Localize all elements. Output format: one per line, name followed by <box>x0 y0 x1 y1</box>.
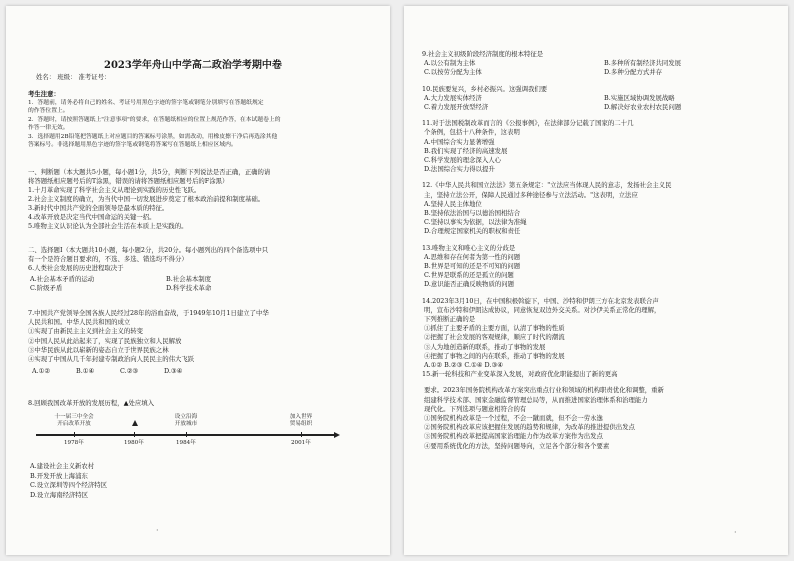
option-item: C.阶级矛盾 <box>30 284 63 292</box>
option-item: C.以按劳分配为主体 <box>424 68 482 77</box>
option-item: 主，坚持立法公开，保障人民通过多种途径参与立法活动。"这表明，立法应 <box>424 190 638 199</box>
page-mark: · <box>156 526 159 535</box>
right-page <box>404 6 788 555</box>
option-item: A.坚持人民主体地位 <box>424 199 482 208</box>
option-item: B.开发开放上海浦东 <box>30 471 88 480</box>
option-item: D.解决好农业农村农民问题 <box>604 103 682 111</box>
question-8-stem: 8.回顾我国改革开放的发展历程，▲处应填入 <box>28 399 155 407</box>
statement-item: ④实现了中国从几千年封建专制政治向人民民主的伟大飞跃 <box>28 355 195 363</box>
option-item: A.中国综合实力显著增强 <box>424 137 495 146</box>
question-stem: 6.人类社会发展的历史进程取决于 <box>28 264 124 272</box>
question-stem: 14.2023年3月10日，在中国积极斡旋下，中国、沙特和伊朗三方在北京发表联合声 <box>422 296 659 305</box>
timeline-year: 2001年 <box>291 440 311 446</box>
option-item: 组建科学技术部、国家金融监督管理总局等，从而推进国家治理体系和治理能力 <box>424 395 648 404</box>
option-item: B.多种所有制经济共同发展 <box>604 59 682 68</box>
page-mark-right: · <box>734 528 737 537</box>
option-item: B.①④ <box>76 367 95 375</box>
left-page <box>6 6 390 555</box>
option-item: 下列推断正确的是 <box>424 315 476 323</box>
notice-line: 作答一律无效。 <box>28 125 69 132</box>
option-item: 明，宣布沙特和伊朗达成协议，同意恢复双边外交关系。对沙伊关系正常化的理解， <box>424 305 661 314</box>
option-item: C.设立深圳等四个经济特区 <box>30 481 107 489</box>
option-item: A.建设社会主义新农村 <box>30 462 95 470</box>
option-item: D.合理规定国家机关的职权和责任 <box>424 227 521 236</box>
option-item: ④要用系统优化的方法，坚持问题导向，立足各个部分和各个要素 <box>424 441 610 450</box>
timeline-event: 设立沿海 开放城市 <box>174 414 198 427</box>
option-item: ②国务院机构改革应该把握住发展的趋势和规律，为改革的推进提供出发点 <box>424 423 635 432</box>
question-stem: 人民共和国。中华人民共和国的成立 <box>28 318 131 327</box>
option-item: 个条例，包括十八种条件，这表明 <box>424 128 520 137</box>
question-stem: 9.社会主义初级阶段经济制度的根本特征是 <box>422 50 544 58</box>
student-info-line: 姓名： 班级： 准考证号： <box>36 73 111 81</box>
option-item: D.法国综合实力得以提升 <box>424 165 495 174</box>
option-item: 现代化。下列选项与题意相符合的有 <box>424 404 527 413</box>
notice-heading: 考生注意： <box>28 90 60 98</box>
option-item: D.设立海南经济特区 <box>30 490 89 499</box>
option-item: D.③④ <box>164 367 183 375</box>
timeline-figure <box>26 406 346 466</box>
timeline-arrowhead <box>334 432 340 438</box>
timeline-year: 1980年 <box>124 440 144 446</box>
judgment-item: 5.唯物主义认识论认为全部社会生活在本质上是实践的。 <box>28 222 188 230</box>
option-item: B.实施区域协调发展战略 <box>604 93 675 102</box>
notice-line: 2．答题时，请按照答题纸上"注意事项"的要求，在答题纸相应的位置上规范作答，在本试题卷上的 <box>28 116 281 123</box>
timeline-year: 1984年 <box>176 440 196 446</box>
timeline-event: 十一届三中全会 开启改革开放 <box>54 414 94 427</box>
option-item: ①抓住了主要矛盾的主要方面，认清了事物的性质 <box>424 324 565 333</box>
option-item: A.以公有制为主体 <box>424 59 476 68</box>
judgment-item: 2.社会主义制度的确立，为当代中国一切发展进步奠定了根本政治前提和制度基础。 <box>28 195 265 203</box>
question-stem: 10.民族要复兴，乡村必振兴。这强调我们要 <box>422 84 548 93</box>
option-item: ①国务院机构改革是一个过程，不会一蹴而就，但不会一劳永逸 <box>424 414 603 422</box>
section-heading: 将答题纸相应题号后的T涂黑，错误的请将答题纸相应题号后的F涂黑） <box>28 177 229 185</box>
judgment-item: 3.新时代中国共产党的全面领导是最本质的特征。 <box>28 204 169 212</box>
notice-line: 答案标号。非选择题用黑色字迹的签字笔或钢笔将答案写在答题纸上相应区域内。 <box>28 142 237 148</box>
option-item: D.科学技术革命 <box>166 284 212 292</box>
option-item: ④把握了事物之间的内在联系，推动了事物的发展 <box>424 351 565 360</box>
timeline-event: 加入世界 贸易组织 <box>289 414 313 427</box>
timeline-blank-marker <box>132 420 138 426</box>
notice-line: 1．答题前，请务必将自己的姓名、考证号用黑色字迹的签字笔或钢笔分别填写在答题纸规定 <box>28 100 264 106</box>
option-item: C.着力发展开放型经济 <box>424 103 489 111</box>
timeline-tick <box>301 432 302 437</box>
section-heading: 二、选择题Ⅰ（本大题共10小题，每小题2分，共20分。每小题列出的四个备选项中只 <box>28 246 269 254</box>
option-item: A.大力发展实体经济 <box>424 93 482 102</box>
option-item: A.社会基本矛盾的运动 <box>30 275 95 283</box>
option-item: ③人为地创造新的联系，推动了事物的发展 <box>424 342 546 351</box>
option-item: C.②③ <box>120 367 139 375</box>
option-item: C.科学发展的理念深入人心 <box>424 156 501 164</box>
timeline-tick <box>186 432 187 437</box>
question-stem: 15.新一轮科技和产业变革深入发展，对政府优化职能提出了新的更高 <box>422 370 618 379</box>
option-item: A.①② <box>32 367 51 375</box>
option-item: ②把握了社会发展的客观规律，顺应了时代的潮流 <box>424 333 565 342</box>
statement-item: ③中华民族从此以崭新的姿态自立于世界民族之林 <box>28 345 169 354</box>
option-item: D.意识能否正确反映物质的问题 <box>424 280 515 289</box>
option-item: A.①② B.②③ C.①④ D.③④ <box>424 361 503 369</box>
judgment-item: 1.十月革命实现了科学社会主义从理论到实践的历史性飞跃。 <box>28 186 201 194</box>
judgment-item: 4.改革开放是决定当代中国命运的关键一招。 <box>28 213 156 221</box>
statement-item: ②中国人民从此站起来了，实现了民族独立和人民解放 <box>28 336 182 345</box>
statement-item: ①实现了由新民主主义到社会主义的转变 <box>28 327 144 336</box>
notice-line: 3．选择题用2B铅笔把答题纸上对应题目的答案标号涂黑，如需改动，用橡皮擦干净后再选涂其他 <box>28 133 278 140</box>
timeline-tick <box>74 432 75 437</box>
exam-title: 2023学年舟山中学高二政治学考期中卷 <box>104 60 282 71</box>
question-stem: 12.《中华人民共和国立法法》第五条规定："立法应当体现人民的意志，发扬社会主义民 <box>422 181 672 190</box>
timeline-year: 1978年 <box>64 440 84 446</box>
option-item: D.多种分配方式并存 <box>604 68 663 77</box>
notice-line: 的作答位置上。 <box>28 108 69 115</box>
timeline-tick <box>134 432 135 437</box>
option-item: B.世界是可知的还是不可知的问题 <box>424 262 521 270</box>
question-stem: 7.中国共产党领导全国各族人民经过28年的浴血奋战，于1949年10月1日建立了中华 <box>28 309 269 317</box>
option-item: B.社会基本制度 <box>166 275 212 283</box>
option-item: C.坚持以事实为依据，以法律为准绳 <box>424 218 527 227</box>
question-stem: 11.对于法国税制改革而言的《公报事例》，在法律部分记载了国家的二十几 <box>422 119 634 128</box>
question-stem: 13.唯物主义和唯心主义的分歧是 <box>422 243 516 252</box>
option-item: ③国务院机构改革把提高国家治理能力作为改革方案作为出发点 <box>424 432 603 441</box>
option-item: C.世界是联系的还是孤立的问题 <box>424 271 514 280</box>
section-heading: 一、判断题（本大题共5小题，每小题1分，共5分，判断下列说法是否正确，正确的请 <box>28 168 271 176</box>
option-item: A.思维和存在何者为第一性的问题 <box>424 252 521 261</box>
option-item: 要求。2023年国务院机构改革方案突出重点行业和领域的机构职责优化和调整，重新 <box>424 386 664 395</box>
option-item: B.我们实现了经济的高速发展 <box>424 146 508 155</box>
section-heading: 有一个是符合题目要求的，不选、多选、错选均不得分） <box>28 255 188 263</box>
option-item: B.坚持依法治国与以德治国相结合 <box>424 209 521 217</box>
